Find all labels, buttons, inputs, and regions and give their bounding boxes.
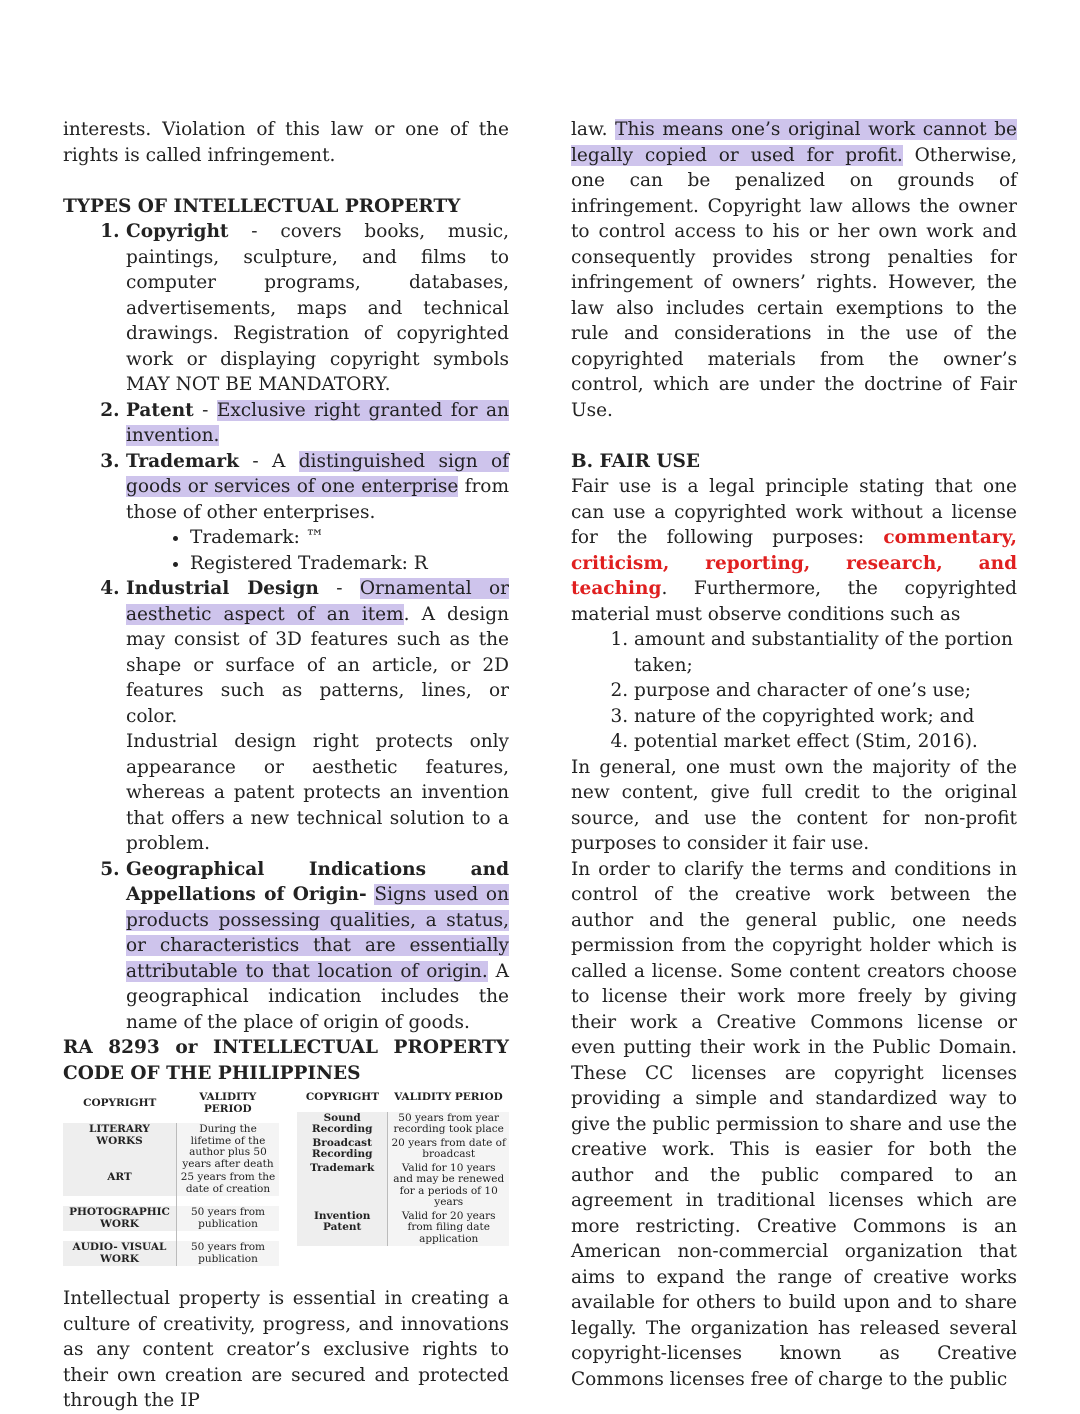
table-row: Sound Recording 50 years from year recording took place [297, 1112, 509, 1137]
condition-item: 3. nature of the copyrighted work; and [634, 704, 1017, 730]
general-paragraph: In general, one must own the majority of the new content, give full credit to the original source, and use the content for non-profit purposes to consider it fair use. [571, 756, 1017, 854]
license-paragraph: In order to clarify the terms and conditions in control of the creative work between the author and the general public, one needs permission from the copyright holder which is called a license. Some content creators choose to license their work more freely by giving their work a Creative Commons license or even putting their work in the Public Domain. These CC licenses are copyright licenses providing a simple and standardized way to give the public permission to share and use the creative work. This is easier for both the author and the public compared to an agreement in traditional licenses which are more restricting. Creative Commons is an American non-commercial organization that aims to expand the range of creative works available for others to build upon and to share legally. The organization has released several copyright-licenses known as Creative Commons licenses free of charge to the public [571, 858, 1017, 1390]
table-row: Trademark Valid for 10 years and may be renewed for a periods of 10 years [297, 1162, 509, 1210]
trademark-bullets [126, 525, 509, 576]
table-header: COPYRIGHT [83, 1096, 157, 1109]
type-item-industrial-design: 4. Industrial Design - Ornamental or aesthetic aspect of an item. A design may consist of 3D features such as the shape or surface of an article, or 2D features such as patterns, lines, or color. Industrial design right protects only appearance or aesthetic features, whereas a patent protects an invention that offers a new technical solution to a problem. [126, 576, 509, 857]
closing-paragraph: Intellectual property is essential in creating a culture of creativity, progress, and innovations as any content creator’s exclusive rights to their own creation are secured and protected through the IP [63, 1288, 509, 1411]
highlight: distinguished sign of goods or services of one enterprise [126, 450, 509, 497]
bullet-registered-trademark: • Registered Trademark: R [190, 551, 509, 577]
condition-item: 4. potential market effect (Stim, 2016). [634, 729, 1017, 755]
conditions-list [571, 627, 1017, 755]
type-item-geographical: 5. Geographical Indications and Appellations of Origin- Signs used on products possessing qualities, a status, or characteristics that are essentially attributable to that location of origin. A geographical indication includes the name of the place of origin of goods. [126, 857, 509, 1036]
table-row: PHOTOGRAPHIC WORK 50 years from publication [63, 1206, 279, 1231]
highlight: Exclusive right granted for an invention. [126, 399, 510, 446]
table-row: AUDIO- VISUAL WORK 50 years from publication [63, 1241, 279, 1266]
highlight: Ornamental or aesthetic aspect of an item [126, 578, 510, 625]
table-header: VALIDITY PERIOD [199, 1091, 257, 1115]
validity-tables [63, 1090, 509, 1274]
table-row: ART 25 years from the date of creation [63, 1171, 279, 1196]
fair-use-heading: B. FAIR USE [571, 450, 700, 472]
condition-item: 1. amount and substantiality of the portion taken; [634, 627, 1017, 678]
types-list [63, 219, 509, 1035]
validity-table-2 [297, 1090, 509, 1246]
industrial-extra: Industrial design right protects only appearance or aesthetic features, whereas a patent protects an invention that offers a new technical solution to a problem. [126, 731, 509, 854]
type-item-copyright: 1. Copyright - covers books, music, paintings, sculpture, and films to computer programs, databases, advertisements, maps and technical drawings. Registration of copyrighted work or displaying copyright symbols MAY NOT BE MANDATORY. [126, 219, 509, 398]
highlight: This means one’s original work cannot be legally copied or used for profit. [571, 119, 1017, 166]
purposes-red-text: commentary, criticism, reporting, research, and teaching [571, 527, 1017, 599]
table-row: Invention Patent Valid for 20 years from filing date application [297, 1210, 509, 1247]
types-heading: TYPES OF INTELLECTUAL PROPERTY [63, 195, 461, 217]
table-header: COPYRIGHT [305, 1091, 380, 1103]
table-row: LITERARY WORKS During the lifetime of the author plus 50 years after death [63, 1123, 279, 1171]
left-column [63, 117, 509, 1414]
table-row: Broadcast Recording 20 years from date of broadcast [297, 1137, 509, 1162]
condition-item: 2. purpose and character of one’s use; [634, 678, 1017, 704]
validity-table-1 [63, 1090, 279, 1266]
right-column [571, 117, 1017, 1392]
law-paragraph: law. This means one’s original work cannot be legally copied or used for profit. Otherwise, one can be penalized on grounds of infringement. Copyright law allows the owner to control access to his or her own work and consequently provides strong penalties for infringement of owners’ rights. However, the law also includes certain exemptions to the rule and considerations in the use of the copyrighted materials from the owner’s control, which are under the doctrine of Fair Use. [571, 119, 1018, 421]
intro-paragraph: interests. Violation of this law or one of the rights is called infringement. [63, 119, 509, 166]
fair-use-paragraph: Fair use is a legal principle stating that one can use a copyrighted work without a license for the following purposes: commentary, criticism, reporting, research, and teaching. Furthermore, the copyrighted material must observe conditions such as [571, 476, 1017, 625]
type-item-patent: 2. Patent - Exclusive right granted for an invention. [126, 398, 509, 449]
type-item-trademark: 3. Trademark - A distinguished sign of goods or services of one enterprise from those of other enterprises. • Trademark: ™ • Registered Trademark: R [126, 449, 509, 577]
bullet-trademark: • Trademark: ™ [190, 525, 509, 551]
ra-heading: RA 8293 or INTELLECTUAL PROPERTY CODE OF THE PHILIPPINES [63, 1037, 509, 1084]
table-header: VALIDITY PERIOD [394, 1091, 503, 1103]
highlight: Signs used on products possessing qualities, a status, or characteristics that are essentially attributable to that location of origin. [126, 884, 509, 982]
